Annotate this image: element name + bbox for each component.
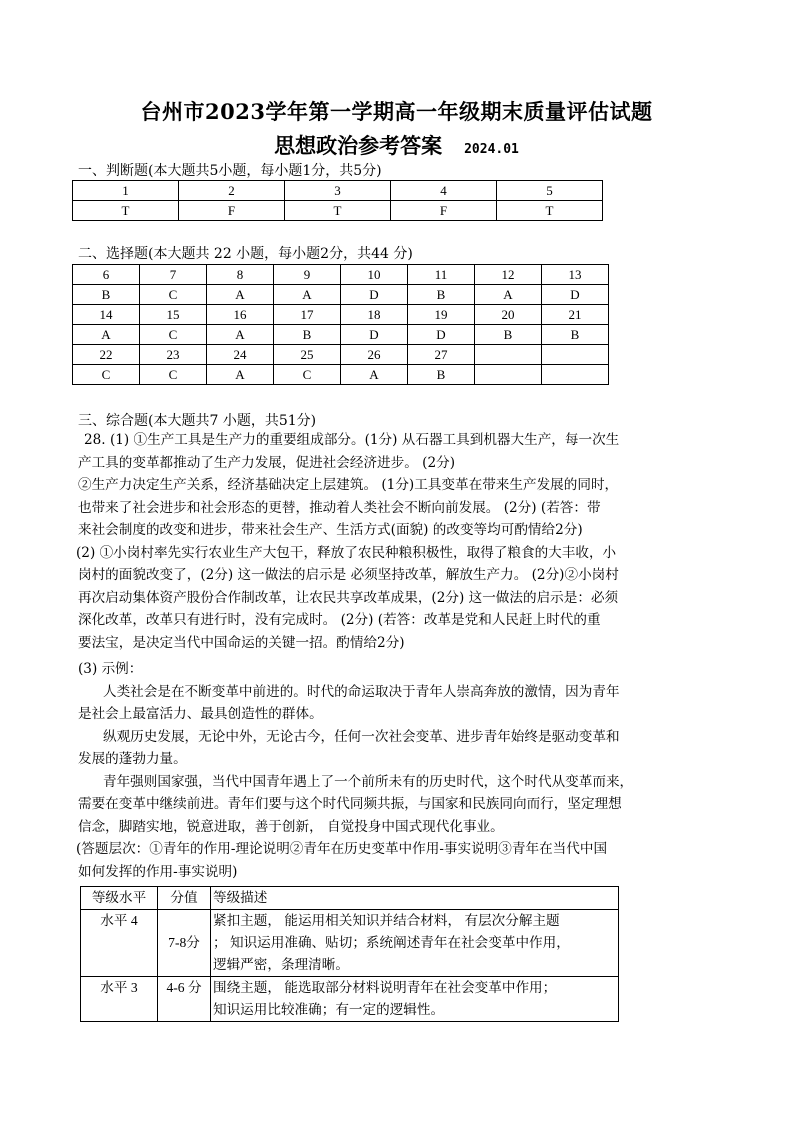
answer-cell: T	[497, 201, 603, 221]
question-number	[475, 345, 542, 365]
rubric-desc-line: 围绕主题， 能选取部分材料说明青年在社会变革中作用；	[213, 980, 557, 995]
answer-line: 要法宝，是决定当代中国命运的关键一招。酌情给2分)	[78, 634, 405, 651]
answer-cell: C	[140, 285, 207, 305]
answer-line: 来社会制度的改变和进步，带来社会生产、生活方式(面貌) 的改变等均可酌情给2分)	[78, 522, 583, 538]
answer-cell: C	[140, 325, 207, 345]
table-row	[73, 265, 609, 285]
answer-cell: A	[207, 365, 274, 385]
q28-answer	[78, 429, 619, 654]
question-number: 9	[274, 265, 341, 285]
rubric-header: 等级水平	[81, 887, 158, 910]
question-number: 13	[542, 265, 609, 285]
table-row	[81, 910, 619, 977]
answer-line: 是社会上最富活力、最具创造性的群体。	[78, 706, 323, 722]
answer-cell: D	[542, 285, 609, 305]
section2-heading: 二、选择题(本大题共 22 小题，每小题2分，共44 分)	[78, 246, 413, 262]
answer-cell: A	[341, 365, 408, 385]
question-number: 21	[542, 305, 609, 325]
question-number: 19	[408, 305, 475, 325]
answer-cell: D	[341, 285, 408, 305]
answer-line: 再次启动集体资产股份合作制改革，让农民共享改革成果，(2分) 这一做法的启示是：必须	[78, 589, 619, 606]
answer-cell: B	[408, 365, 475, 385]
question-number: 17	[274, 305, 341, 325]
answer-cell: F	[179, 201, 285, 221]
rubric-score: 4-6 分	[158, 977, 211, 1022]
page-subtitle: 思想政治参考答案	[274, 133, 443, 158]
answer-line: ②生产力决定生产关系，经济基础决定上层建筑。 (1分)工具变革在带来生产发展的同时，	[78, 477, 619, 493]
rubric-level: 水平 4	[81, 910, 158, 977]
date-label: 2024.01	[464, 142, 519, 157]
rubric-header: 分值	[158, 887, 211, 910]
answer-line: 人类社会是在不断变革中前进的。时代的命运取决于青年人崇高奔放的激情，因为青年	[103, 683, 620, 700]
answer-cell: B	[73, 285, 140, 305]
answer-line: 如何发挥的作用-事实说明)	[78, 863, 238, 880]
judgement-answer-table	[72, 180, 603, 221]
answer-cell: D	[408, 325, 475, 345]
question-number: 15	[140, 305, 207, 325]
answer-cell: A	[475, 285, 542, 305]
question-number: 25	[274, 345, 341, 365]
answer-line: 发展的蓬勃力量。	[78, 751, 187, 767]
question-number: 5	[497, 181, 603, 201]
question-number: 11	[408, 265, 475, 285]
answer-line: 青年强则国家强，当代中国青年遇上了一个前所未有的历史时代，这个时代从变革而来，	[103, 773, 634, 790]
rubric-header: 等级描述	[211, 887, 619, 910]
question-number: 4	[391, 181, 497, 201]
answer-line: 岗村的面貌改变了，(2分) 这一做法的启示是 必须坚持改革，解放生产力。 (2分)②小岗村	[78, 567, 619, 583]
question-number: 26	[341, 345, 408, 365]
question-number: 1	[73, 181, 179, 201]
question-number: 16	[207, 305, 274, 325]
answer-cell	[475, 365, 542, 385]
rubric-score: 7-8分	[158, 910, 211, 977]
table-row	[73, 285, 609, 305]
answer-line: 纵观历史发展，无论中外，无论古今，任何一次社会变革、进步青年始终是驱动变革和	[103, 728, 620, 745]
question-number: 6	[73, 265, 140, 285]
answer-cell: A	[274, 285, 341, 305]
answer-cell: A	[207, 325, 274, 345]
question-number: 24	[207, 345, 274, 365]
question-number: 22	[73, 345, 140, 365]
rubric-desc-line: 知识运用比较准确；有一定的逻辑性。	[213, 1002, 445, 1017]
answer-line: (2) ①小岗村率先实行农业生产大包干，释放了农民种粮积极性，取得了粮食的大丰收，小	[76, 544, 617, 561]
choice-answer-table	[72, 264, 609, 385]
rubric-desc-line: 紧扣主题， 能运用相关知识并结合材料， 有层次分解主题	[213, 913, 560, 928]
answer-line: (答题层次：①青年的作用-理论说明②青年在历史变革中作用-事实说明③青年在当代中国	[76, 841, 608, 857]
rubric-description	[211, 977, 619, 1022]
question-number: 3	[285, 181, 391, 201]
rubric-desc-line: ； 知识运用准确、贴切；系统阐述青年在社会变革中作用，	[213, 935, 570, 950]
question-number: 20	[475, 305, 542, 325]
answer-line: 产工具的变革都推动了生产力发展，促进社会经济进步。 (2分)	[78, 454, 456, 471]
question-number: 8	[207, 265, 274, 285]
question-number: 23	[140, 345, 207, 365]
rubric-description	[211, 910, 619, 977]
q3-example-answer	[78, 658, 633, 883]
table-row	[73, 345, 609, 365]
question-number: 7	[140, 265, 207, 285]
answer-cell: C	[274, 365, 341, 385]
question-number	[542, 345, 609, 365]
answer-cell	[542, 365, 609, 385]
table-row	[73, 201, 603, 221]
page-title: 台州市2023学年第一学期高一年级期末质量评估试题	[140, 99, 653, 124]
rubric-desc-line: 逻辑严密，条理清晰。	[213, 957, 349, 972]
answer-cell: B	[542, 325, 609, 345]
subtitle-row	[0, 130, 793, 160]
section3-heading: 三、综合题(本大题共7 小题，共51分)	[78, 413, 317, 429]
answer-cell: F	[391, 201, 497, 221]
table-row	[73, 365, 609, 385]
grading-rubric-table	[80, 886, 619, 1022]
answer-cell: A	[207, 285, 274, 305]
answer-cell: C	[73, 365, 140, 385]
answer-cell: B	[475, 325, 542, 345]
question-number: 12	[475, 265, 542, 285]
answer-cell: B	[408, 285, 475, 305]
table-row	[73, 305, 609, 325]
answer-cell: C	[140, 365, 207, 385]
answer-cell: B	[274, 325, 341, 345]
question-number: 2	[179, 181, 285, 201]
answer-cell: D	[341, 325, 408, 345]
table-row	[81, 887, 619, 910]
table-row	[73, 181, 603, 201]
section1-heading: 一、判断题(本大题共5小题，每小题1分，共5分)	[78, 163, 382, 179]
question-number: 18	[341, 305, 408, 325]
answer-line: 信念，脚踏实地，锐意进取，善于创新， 自觉投身中国式现代化事业。	[78, 818, 504, 835]
answer-line: 28. (1) ①生产工具是生产力的重要组成部分。(1分) 从石器工具到机器大生产，每一次生	[84, 432, 620, 448]
question-number: 14	[73, 305, 140, 325]
answer-line: (3) 示例：	[78, 661, 143, 677]
question-number: 27	[408, 345, 475, 365]
answer-cell: T	[73, 201, 179, 221]
rubric-level: 水平 3	[81, 977, 158, 1022]
answer-line: 深化改革，改革只有进行时，没有完成时。 (2分) (若答：改革是党和人民赶上时代的重	[78, 612, 601, 628]
answer-cell: A	[73, 325, 140, 345]
answer-line: 需要在变革中继续前进。青年们要与这个时代同频共振，与国家和民族同向而行，坚定理想	[78, 796, 622, 812]
answer-cell: T	[285, 201, 391, 221]
table-row	[73, 325, 609, 345]
answer-line: 也带来了社会进步和社会形态的更替，推动着人类社会不断向前发展。 (2分) (若答：带	[78, 499, 601, 516]
question-number: 10	[341, 265, 408, 285]
table-row	[81, 977, 619, 1022]
